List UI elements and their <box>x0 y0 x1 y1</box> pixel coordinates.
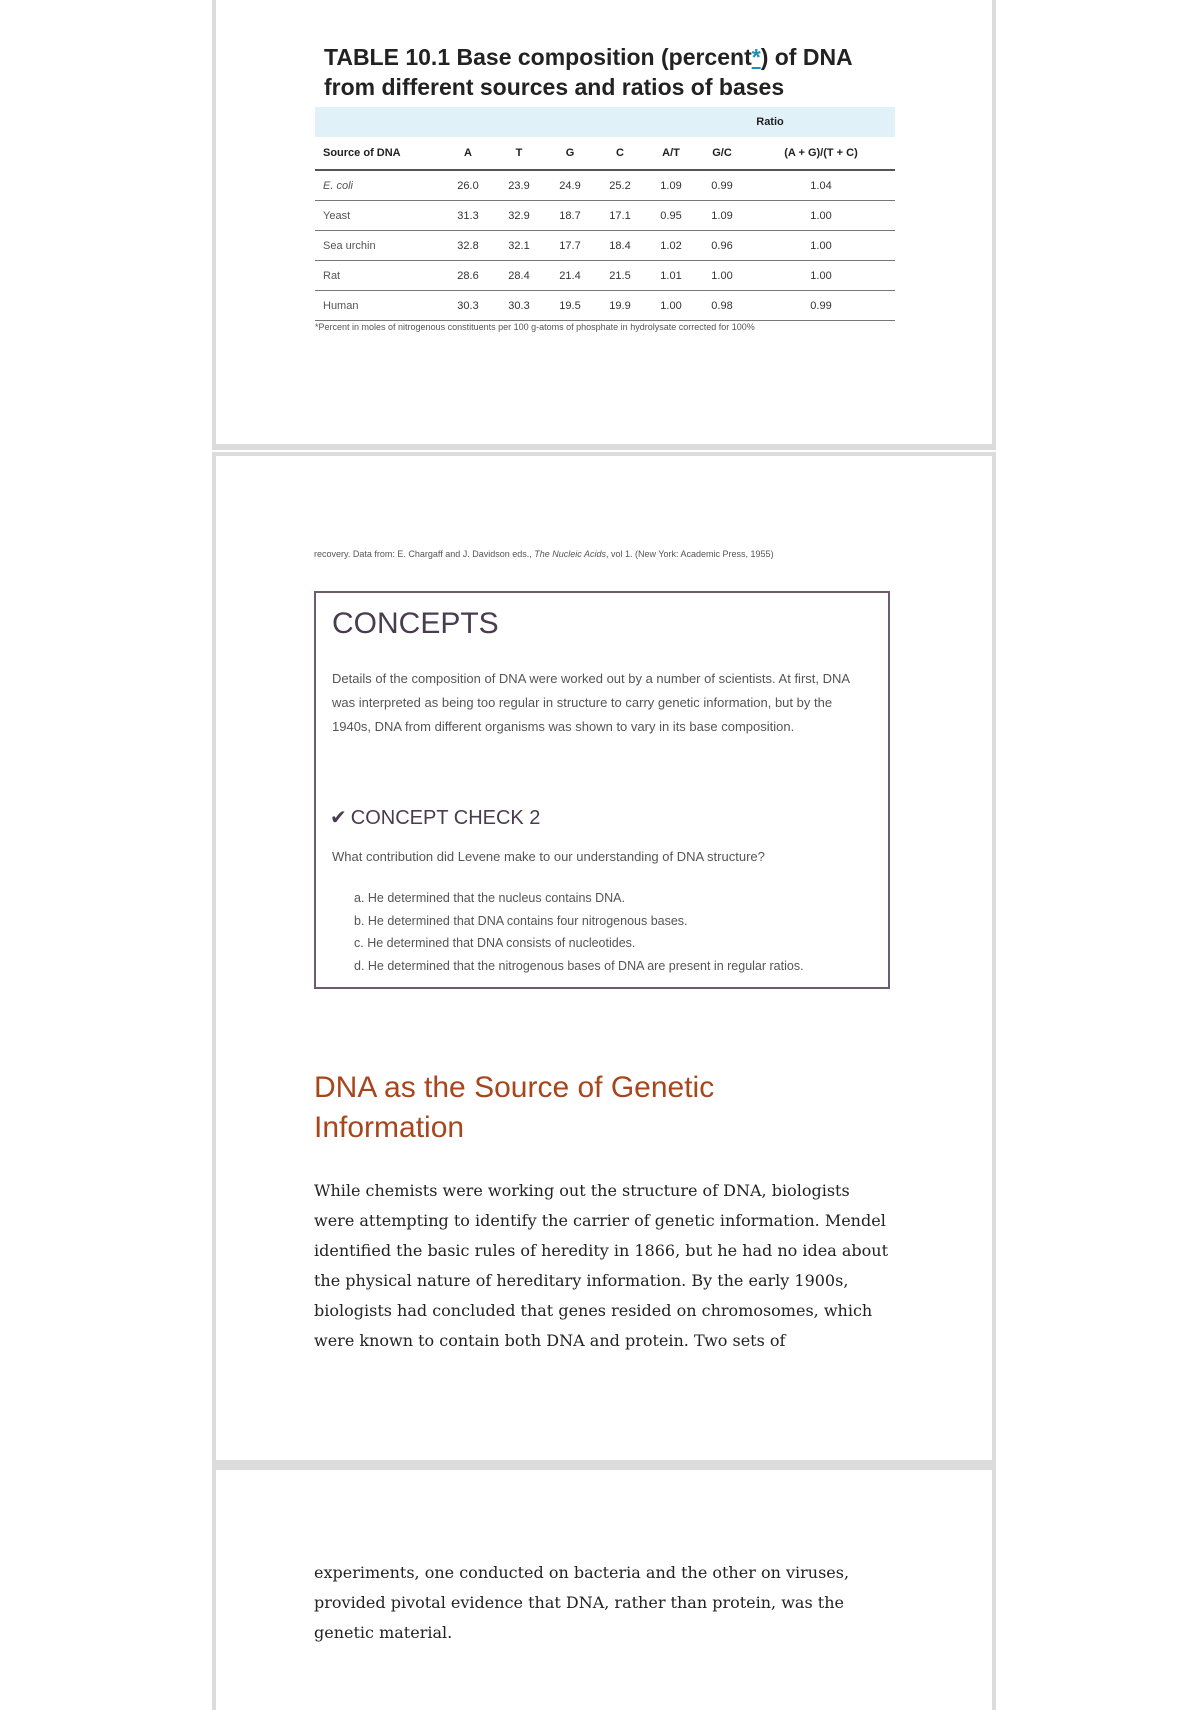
cell: 0.99 <box>697 170 747 201</box>
answer-option-a[interactable]: a. He determined that the nucleus contains DNA. <box>354 891 625 905</box>
concepts-heading: CONCEPTS <box>332 607 499 640</box>
answer-option-b[interactable]: b. He determined that DNA contains four nitrogenous bases. <box>354 913 688 928</box>
cell: 18.7 <box>545 201 595 231</box>
concepts-body: Details of the composition of DNA were worked out by a number of scientists. At first, DNA was interpreted as being too regular in structure to carry genetic information, but by the 1940s, DNA from different organisms was shown to vary in its base composition. <box>332 671 850 734</box>
table-row <box>315 170 895 201</box>
cell: 24.9 <box>545 170 595 201</box>
cell: 32.8 <box>443 231 493 261</box>
section-heading: DNA as the Source of Genetic Information <box>314 1071 715 1144</box>
cell: 1.04 <box>747 170 895 201</box>
body-paragraph-continued: experiments, one conducted on bacteria and the other on viruses, provided pivotal evidence that DNA, rather than protein, was the genetic material. <box>314 1563 850 1642</box>
cell-source: Yeast <box>315 201 443 231</box>
cell: 28.4 <box>493 261 545 291</box>
cell: 17.1 <box>595 201 645 231</box>
cell: 23.9 <box>493 170 545 201</box>
table-footnote: *Percent in moles of nitrogenous constituents per 100 g-atoms of phosphate in hydrolysate corrected for 100% <box>315 322 755 332</box>
cell: 1.09 <box>697 201 747 231</box>
cell-source: Rat <box>315 261 443 291</box>
checkmark-icon: ✔ <box>330 807 347 829</box>
cell: 28.6 <box>443 261 493 291</box>
table-header-group <box>315 107 895 137</box>
table-row <box>315 291 895 321</box>
cell-source: E. coli <box>315 170 443 201</box>
cell: 18.4 <box>595 231 645 261</box>
cell: 1.09 <box>645 170 697 201</box>
table-source-citation: recovery. Data from: E. Chargaff and J. Davidson eds., The Nucleic Acids, vol 1. (New York: Academic Press, 1955) <box>314 549 774 559</box>
body-paragraph: While chemists were working out the structure of DNA, biologists were attempting to identify the carrier of genetic information. Mendel identified the basic rules of heredity in 1866, but he had no idea about the physical nature of hereditary information. By the early 1900s, biologists had concluded that genes resided on chromosomes, which were known to contain both DNA and protein. Two sets of <box>314 1181 888 1350</box>
cell: 1.00 <box>747 231 895 261</box>
col-header-t: T <box>493 137 545 170</box>
base-composition-table <box>315 107 895 321</box>
page-2 <box>212 452 996 1466</box>
table-header-row <box>315 137 895 170</box>
ratio-group-header: Ratio <box>645 107 895 137</box>
cell: 1.00 <box>747 201 895 231</box>
concepts-box <box>314 591 890 989</box>
cell: 21.5 <box>595 261 645 291</box>
footnote-link[interactable]: * <box>751 44 761 70</box>
col-header-source: Source of DNA <box>315 137 443 170</box>
cell: 21.4 <box>545 261 595 291</box>
cell: 30.3 <box>443 291 493 321</box>
col-header-c: C <box>595 137 645 170</box>
table-title: TABLE 10.1 Base composition (percent*) of DNA from different sources and ratios of bases <box>324 44 852 100</box>
cell: 1.00 <box>747 261 895 291</box>
table-row <box>315 201 895 231</box>
concept-check-question: What contribution did Levene make to our understanding of DNA structure? <box>332 849 765 864</box>
cell: 30.3 <box>493 291 545 321</box>
col-header-g: G <box>545 137 595 170</box>
cell: 26.0 <box>443 170 493 201</box>
concept-check-title: ✔ CONCEPT CHECK 2 <box>330 807 541 829</box>
cell: 32.9 <box>493 201 545 231</box>
cell: 1.01 <box>645 261 697 291</box>
page-1 <box>212 0 996 450</box>
answer-option-d[interactable]: d. He determined that the nitrogenous bases of DNA are present in regular ratios. <box>354 958 804 973</box>
table-row <box>315 261 895 291</box>
cell: 31.3 <box>443 201 493 231</box>
cell: 0.98 <box>697 291 747 321</box>
cell: 0.95 <box>645 201 697 231</box>
cell: 0.96 <box>697 231 747 261</box>
cell: 1.02 <box>645 231 697 261</box>
col-header-a: A <box>443 137 493 170</box>
col-header-ag-tc: (A + G)/(T + C) <box>747 137 895 170</box>
cell: 17.7 <box>545 231 595 261</box>
page-3 <box>212 1466 996 1710</box>
cell-source: Sea urchin <box>315 231 443 261</box>
cell: 0.99 <box>747 291 895 321</box>
col-header-gc: G/C <box>697 137 747 170</box>
cell: 19.5 <box>545 291 595 321</box>
concept-check-options <box>354 887 884 977</box>
col-header-at: A/T <box>645 137 697 170</box>
cell: 1.00 <box>697 261 747 291</box>
answer-option-c[interactable]: c. He determined that DNA consists of nucleotides. <box>354 936 636 950</box>
cell: 32.1 <box>493 231 545 261</box>
table-row <box>315 231 895 261</box>
cell-source: Human <box>315 291 443 321</box>
cell: 1.00 <box>645 291 697 321</box>
cell: 19.9 <box>595 291 645 321</box>
cell: 25.2 <box>595 170 645 201</box>
